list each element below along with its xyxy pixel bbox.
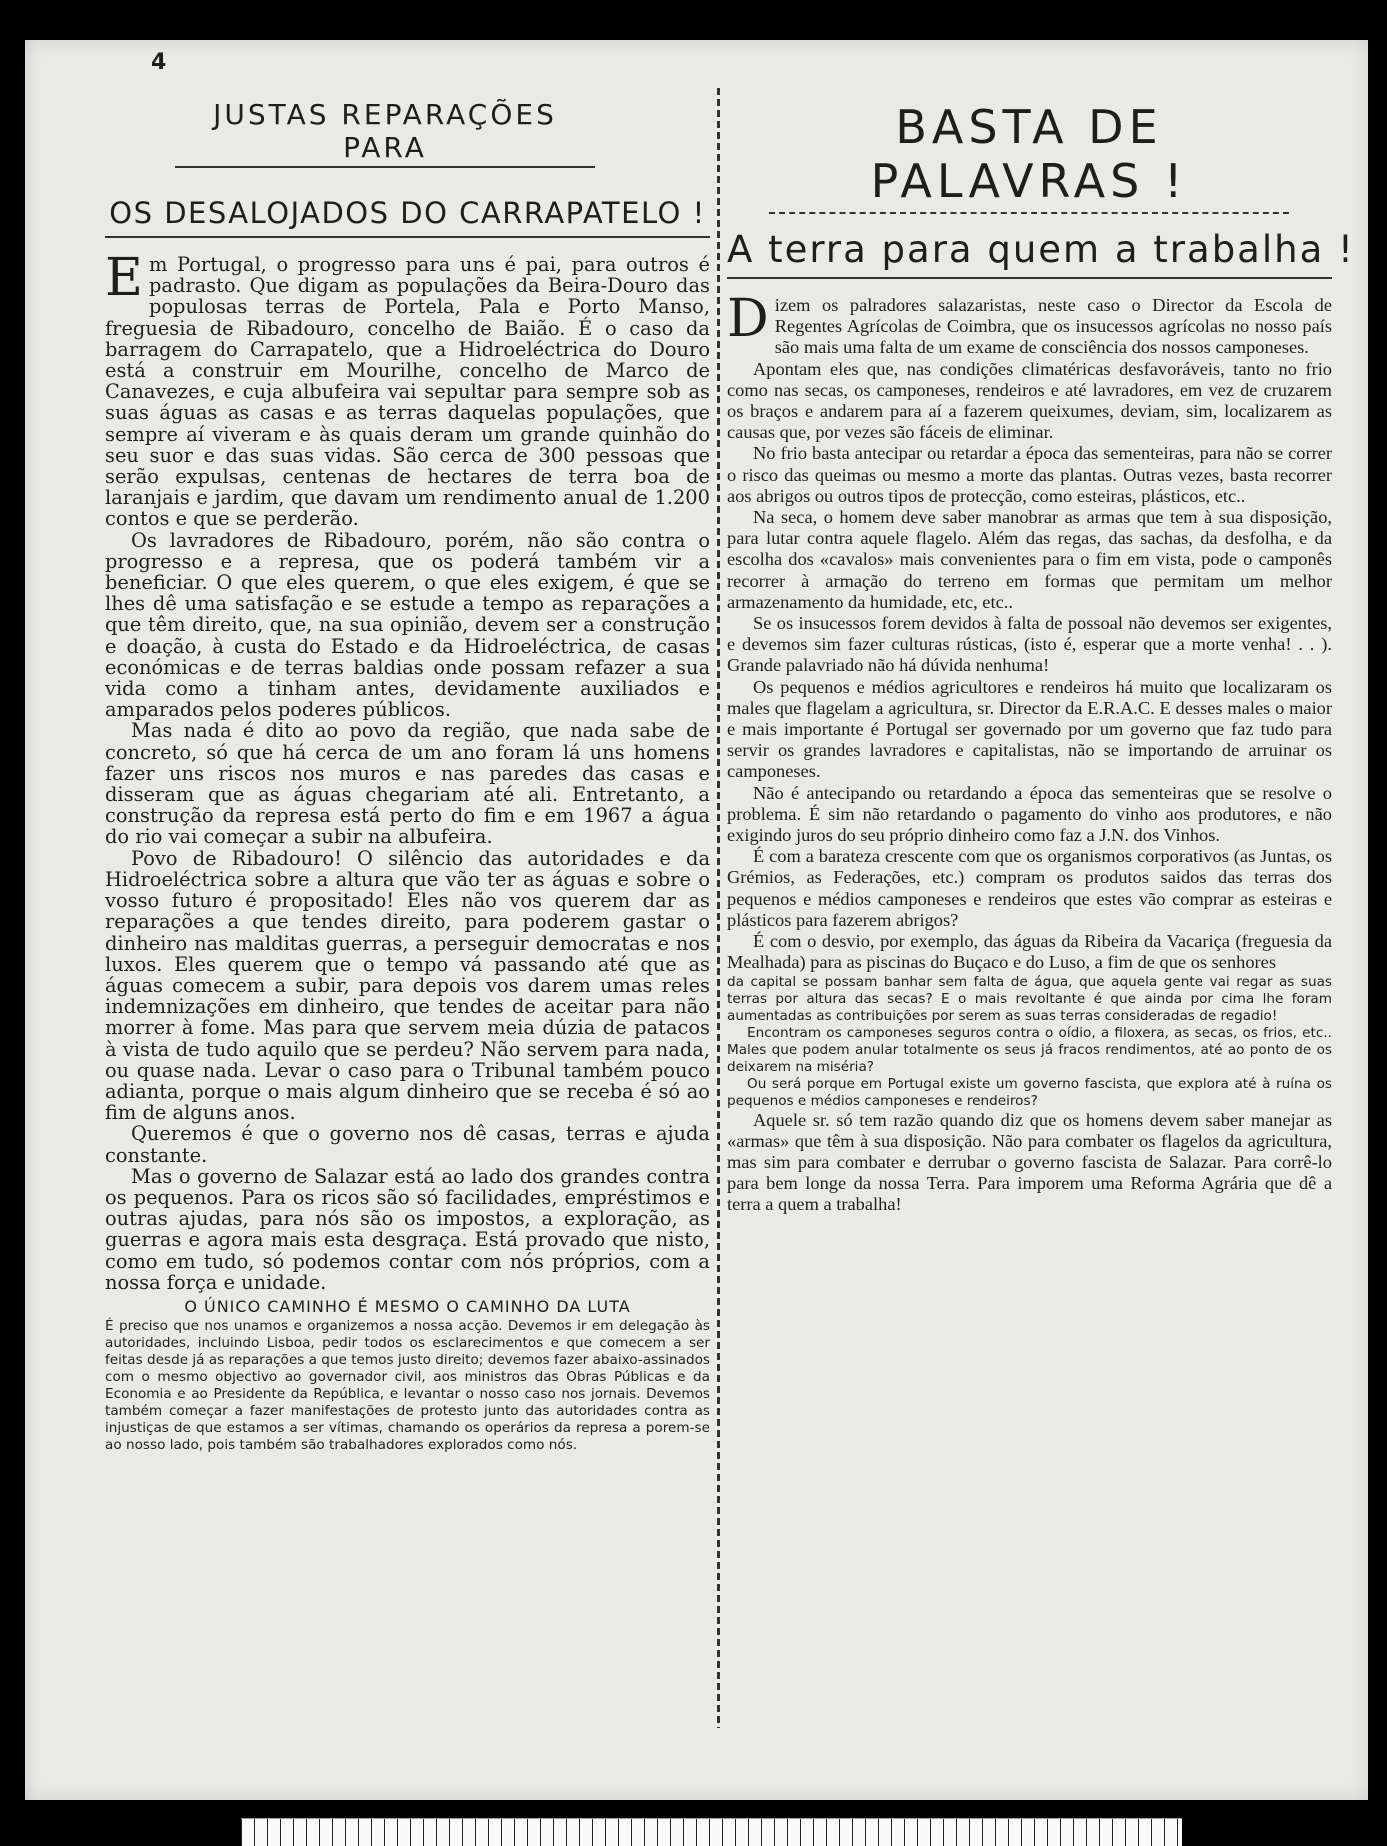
right-paragraph: Os pequenos e médios agricultores e rendeiros há muito que localizaram os males que flagelam a agricultura, sr. Director da E.R.A.C. E desses males o maior e mais importante é Portugal ser governado por um governo que faz tudo para servir os grandes lavradores e capitalistas, não se importando de arruinar os camponeses. bbox=[727, 676, 1332, 782]
left-paragraph: Povo de Ribadouro! O silêncio das autoridades e da Hidroeléctrica sobre a altura que vão ter as águas e sobre o vosso futuro é propositado! Eles não vos querem dar as reparações a que tendes direito, para poderem gastar o dinheiro nas malditas guerras, a perseguir democratas e nos luxos. Eles querem que o tempo vá passando até que as águas comecem a subir, para depois vos darem umas reles indemnizações em dinheiro, que tendes de aceitar para não morrer à fome. Mas para que servem meia dúzia de patacos à vista de tudo aquilo que se perdeu? Não servem para nada, ou quase nada. Levar o caso para o Tribunal também pouco adianta, porque o mais algum dinheiro que se receba é só ao fim de alguns anos. bbox=[105, 846, 710, 1125]
left-subheading: O ÚNICO CAMINHO É MESMO O CAMINHO DA LUTA bbox=[184, 1296, 631, 1316]
left-paragraph: Queremos é que o governo nos dê casas, terras e ajuda constante. bbox=[105, 1122, 710, 1167]
scale-ruler bbox=[241, 1818, 1182, 1846]
left-small-paragraph: É preciso que nos unamos e organizemos a nossa acção. Devemos ir em delegação às autoridades, incluindo Lisboa, pedir todos os esclarecimentos e que comecem a ser feitas desde já as reparações a que temos justo direito; devemos fazer abaixo-assinados com o mesmo objectivo ao governador civil, aos ministros das Obras Públicas e da Economia e ao Presidente da República, e levantar o nosso caso nos jornais. Devemos também começar a fazer manifestações de protesto junto das autoridades contra as injustiças de que estamos a ser vítimas, chamando os operários da represa a porem-se ao nosso lado, pois também são trabalhadores explorados como nós. bbox=[105, 1317, 710, 1453]
right-small-paragraph: da capital se possam banhar sem falta de água, que aquela gente vai regar as suas terras por altura das secas? E o mais revoltante é que ainda por cima lhe foram aumentadas as contribuições por serem as suas terras consideradas de regadio! bbox=[727, 973, 1332, 1024]
column-divider bbox=[717, 88, 720, 1728]
right-article-headline: A terra para quem a trabalha ! bbox=[727, 228, 1332, 279]
right-paragraph: No frio basta antecipar ou retardar a época das sementeiras, para não se correr o risco das queimas ou mesmo a morte das plantas. Outras vezes, basta recorrer aos abrigos ou outros tipos de protecção, como esteiras, plásticos, etc.. bbox=[727, 443, 1332, 506]
left-dropcap: E bbox=[105, 248, 143, 308]
left-paragraph: Mas nada é dito ao povo da região, que nada sabe de concreto, só que há cerca de um ano foram lá uns homens fazer uns riscos nos muros e nas paredes das casas e disseram que as águas chegariam até ali. Entretanto, a construção da represa está perto do fim e em 1967 a água do rio vai começar a subir na albufeira. bbox=[105, 719, 710, 849]
right-article-kicker: BASTA DE PALAVRAS ! bbox=[769, 100, 1289, 214]
right-article-body bbox=[727, 289, 1332, 974]
left-article bbox=[105, 78, 710, 1740]
right-closing-paragraph: Aquele sr. só tem razão quando diz que os homens devem saber manejar as «armas» que têm à sua disposição. Não para combater os flagelos da agricultura, mas sim para combater e derrubar o governo fascista de Salazar. Para corrê-lo para bem longe da nossa Terra. Para imporem uma Reforma Agrária que dê a terra a quem a trabalha! bbox=[727, 1109, 1332, 1215]
left-paragraph: Mas o governo de Salazar está ao lado dos grandes contra os pequenos. Para os ricos são só facilidades, empréstimos e outras ajudas, para nós são os impostos, a exploração, as guerras e agora mais esta desgraça. Está provado que nisto, como em tudo, só podemos contar com nós próprios, com a nossa força e unidade. bbox=[105, 1164, 710, 1294]
right-article bbox=[727, 78, 1355, 1740]
right-small-paragraph: Ou será porque em Portugal existe um governo fascista, que explora até à ruína os pequenos e médios camponeses e rendeiros? bbox=[727, 1075, 1332, 1109]
newspaper-page bbox=[25, 40, 1368, 1800]
right-small-paragraph: Encontram os camponeses seguros contra o oídio, a filoxera, as secas, os frios, etc.. Males que podem anular totalmente os seus já fracos rendimentos, até ao ponto de os deixarem na miséria? bbox=[727, 1024, 1332, 1075]
right-closing bbox=[727, 1110, 1332, 1216]
left-article-kicker: JUSTAS REPARAÇÕES PARA bbox=[175, 78, 595, 168]
right-paragraph: Apontam eles que, nas condições climatéricas desfavoráveis, tanto no frio como nas secas, os camponeses, rendeiros e até lavradores, em vez de cruzarem os braços e andarem para aí a fazerem queixumes, deviam, sim, localizarem as causas que, por vezes são fáceis de eliminar. bbox=[727, 358, 1332, 443]
page-number: 4 bbox=[151, 50, 167, 75]
right-paragraph: Na seca, o homem deve saber manobrar as armas que tem à sua disposição, para lutar contra aquele flagelo. Além das regas, das sachas, da desfolha, e da escolha dos «cavalos» mais convenientes para o fim em vista, pode o camponês recorrer à armação do terreno em formas que permitam um melhor armazenamento da humidade, etc, etc.. bbox=[727, 507, 1332, 612]
right-paragraph: É com a barateza crescente com que os organismos corporativos (as Juntas, os Grémios, as Federações, etc.) compram os produtos saidos das terras dos pequenos e médios camponeses e rendeiros que estes vão comprar as esteiras e plásticos para fazerem abrigos? bbox=[727, 846, 1332, 930]
left-article-body bbox=[105, 248, 710, 1294]
left-paragraph: Em Portugal, o progresso para uns é pai, para outros é padrasto. Que digam as populações da Beira-Douro das populosas terras de Portela, Pala e Porto Manso, freguesia de Ribadouro, concelho de Baião. É o caso da barragem do Carrapatelo, que a Hidroeléctrica do Douro está a construir em Mourilhe, concelho de Marco de Canavezes, e cuja albufeira vai sepultar para sempre sob as suas águas as casas e as terras daquelas populações, que sempre aí viveram e às quais deram um grande quinhão do seu suor e das suas vidas. São cerca de 300 pessoas que serão expulsas, centenas de hectares de terra boa de laranjais e jardim, que davam um rendimento anual de 1.200 contos e que se perderão. bbox=[105, 248, 710, 531]
left-paragraph: Os lavradores de Ribadouro, porém, não são contra o progresso e a represa, que os poderá também vir a beneficiar. O que eles querem, o que eles exigem, é que se lhes dê uma satisfação e se estude a tempo as reparações a que têm direito, que, na sua opinião, devem ser a construção e doação, à custa do Estado e da Hidroeléctrica, de casas económicas e de terras baldias onde possam refazer a sua vida como a tinham antes, devidamente auxiliados e amparados pelos poderes públicos. bbox=[105, 528, 710, 722]
right-paragraph: Não é antecipando ou retardando a época das sementeiras que se resolve o problema. É sim não retardando o pagamento do vinho aos produtores, e não exigindo juros do seu próprio dinheiro como faz a J.N. dos Vinhos. bbox=[727, 782, 1332, 846]
right-dropcap: D bbox=[727, 289, 769, 349]
right-paragraph: Se os insucessos forem devidos à falta de possoal não devemos ser exigentes, e devemos sim fazer culturas rústicas, (isto é, esperar que a morte venha! . . ). Grande palavriado não há dúvida nenhuma! bbox=[727, 613, 1332, 676]
right-paragraph: É com o desvio, por exemplo, das águas da Ribeira da Vacariça (freguesia da Mealhada) para as piscinas do Buçaco e do Luso, a fim de que os senhores bbox=[727, 931, 1332, 973]
left-article-headline: OS DESALOJADOS DO CARRAPATELO ! bbox=[105, 196, 710, 238]
right-paragraph: Dizem os palradores salazaristas, neste caso o Director da Escola de Regentes Agrícolas de Coimbra, que os insucessos agrícolas no nosso país são mais uma falta de um exame de consciência dos nossos camponeses. bbox=[727, 289, 1332, 358]
